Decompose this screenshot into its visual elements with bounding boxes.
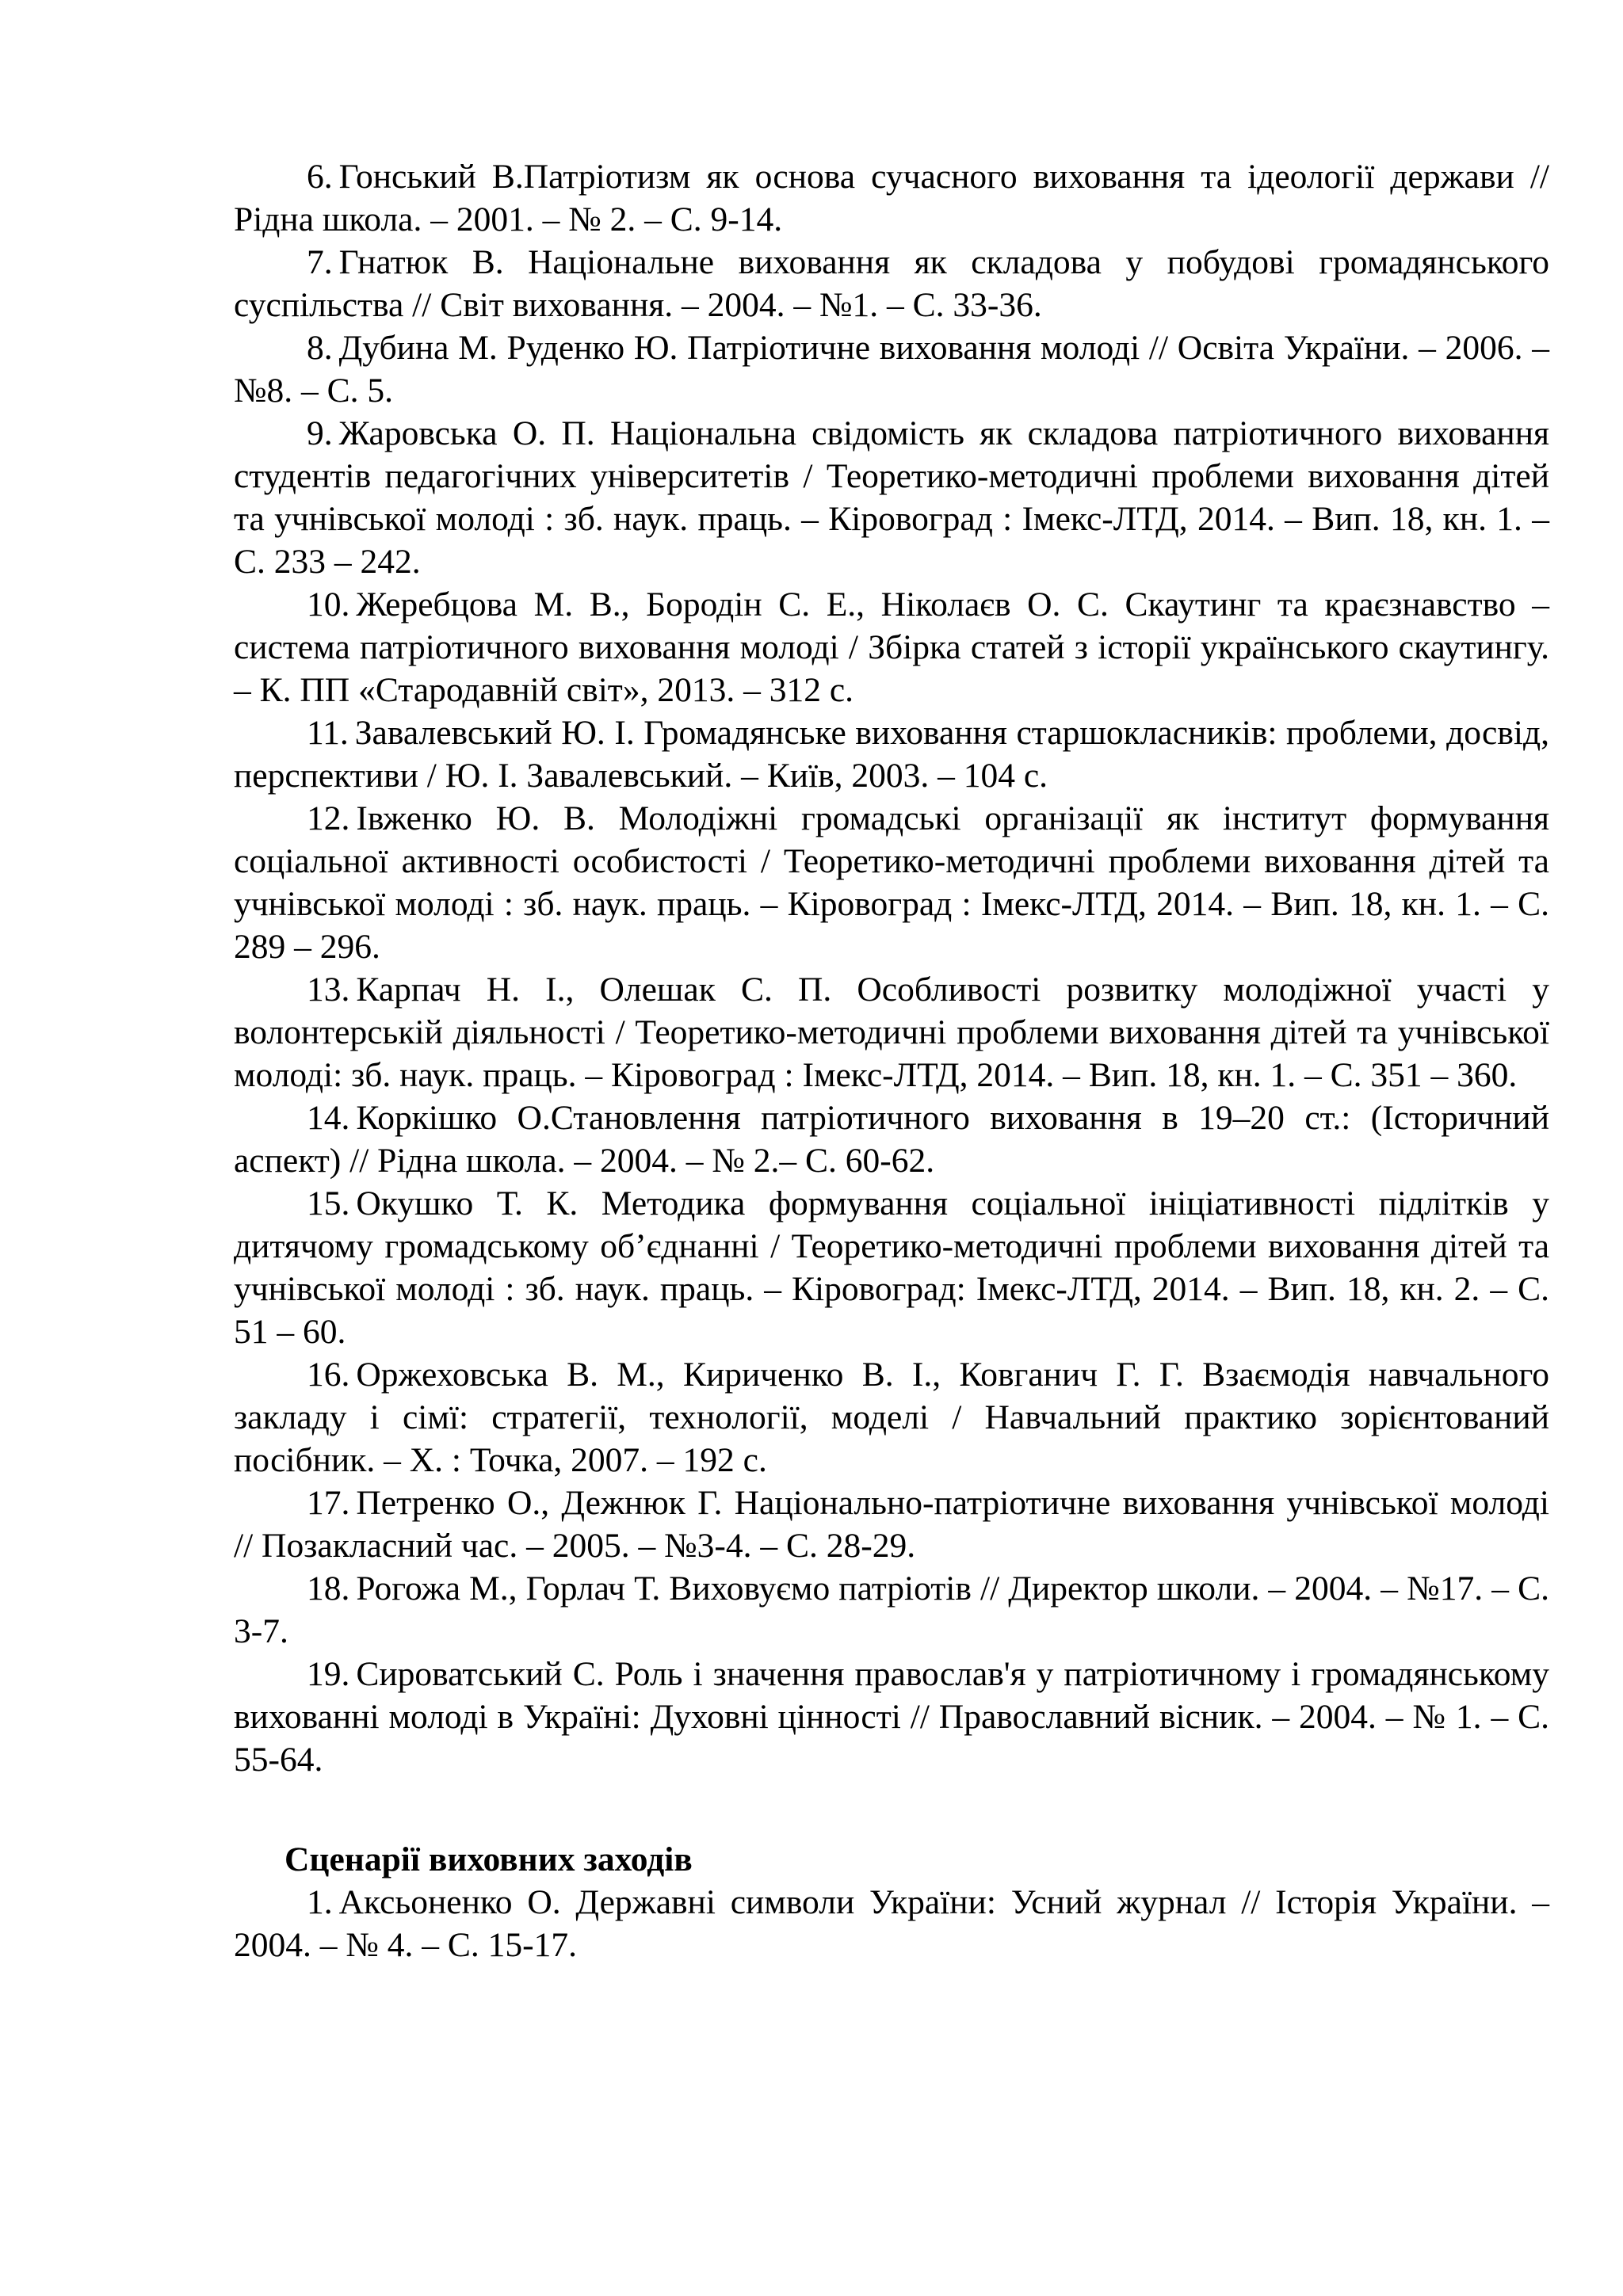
- reference-item: [234, 797, 1549, 968]
- reference-number: 17.: [307, 1484, 350, 1522]
- reference-number: 1.: [307, 1883, 333, 1921]
- reference-text: Коркішко О.Становлення патріотичного виховання в 19–20 ст.: (Історичний аспект) // Рідна школа. – 2004. – № 2.– С. 60-62.: [234, 1099, 1549, 1180]
- reference-item: [234, 155, 1549, 241]
- document-page: [234, 155, 1549, 1966]
- reference-number: 16.: [307, 1356, 350, 1394]
- reference-item: [234, 412, 1549, 583]
- reference-item: [234, 1881, 1549, 1966]
- reference-item: [234, 711, 1549, 797]
- reference-number: 15.: [307, 1184, 350, 1222]
- reference-item: [234, 968, 1549, 1097]
- reference-text: Дубина М. Руденко Ю. Патріотичне виховання молоді // Освіта України. – 2006. – №8. – С. 5.: [234, 329, 1549, 410]
- reference-item: [234, 583, 1549, 711]
- reference-item: [234, 241, 1549, 326]
- reference-number: 14.: [307, 1099, 350, 1137]
- reference-text: Гонський В.Патріотизм як основа сучасного виховання та ідеології держави // Рідна школа. – 2001. – № 2. – С. 9-14.: [234, 158, 1549, 238]
- section-heading: Сценарії виховних заходів: [285, 1840, 693, 1878]
- reference-text: Окушко Т. К. Методика формування соціальної ініціативності підлітків у дитячому громадському об’єднанні / Теоретико-методичні проблеми виховання дітей та учнівської молоді : зб. наук. праць. – Кіровоград: Імекс-ЛТД, 2014. – Вип. 18, кн. 2. – С. 51 – 60.: [234, 1184, 1549, 1351]
- reference-number: 18.: [307, 1569, 350, 1608]
- reference-text: Завалевський Ю. І. Громадянське виховання старшокласників: проблеми, досвід, перспективи / Ю. І. Завалевський. – Київ, 2003. – 104 с.: [234, 714, 1549, 795]
- reference-number: 11.: [307, 714, 349, 752]
- reference-item: [234, 326, 1549, 412]
- reference-text: Івженко Ю. В. Молодіжні громадські організації як інститут формування соціальної активності особистості / Теоретико-методичні проблеми виховання дітей та учнівської молоді : зб. наук. праць. – Кіровоград : Імекс-ЛТД, 2014. – Вип. 18, кн. 1. – С. 289 – 296.: [234, 799, 1549, 966]
- reference-list: [234, 155, 1549, 1781]
- reference-number: 9.: [307, 414, 333, 452]
- reference-item: [234, 1653, 1549, 1781]
- reference-item: [234, 1097, 1549, 1182]
- reference-number: 10.: [307, 585, 350, 624]
- reference-text: Жаровська О. П. Національна свідомість як складова патріотичного виховання студентів педагогічних університетів / Теоретико-методичні проблеми виховання дітей та учнівської молоді : зб. наук. праць. – Кіровоград : Імекс-ЛТД, 2014. – Вип. 18, кн. 1. – С. 233 – 242.: [234, 414, 1549, 581]
- reference-number: 13.: [307, 971, 350, 1009]
- reference-item: [234, 1353, 1549, 1482]
- reference-text: Аксьоненко О. Державні символи України: Усний журнал // Історія України. – 2004. – № 4. – С. 15-17.: [234, 1883, 1549, 1964]
- section-reference-list: [234, 1881, 1549, 1966]
- reference-text: Рогожа М., Горлач Т. Виховуємо патріотів // Директор школи. – 2004. – №17. – С. 3-7.: [234, 1569, 1549, 1650]
- reference-item: [234, 1182, 1549, 1353]
- reference-number: 6.: [307, 158, 333, 196]
- reference-number: 8.: [307, 329, 333, 367]
- reference-item: [234, 1482, 1549, 1567]
- reference-number: 7.: [307, 243, 333, 281]
- reference-text: Сироватський С. Роль і значення православ'я у патріотичному і громадянському вихованні молоді в Україні: Духовні цінності // Православний вісник. – 2004. – № 1. – С. 55-64.: [234, 1655, 1549, 1779]
- reference-number: 12.: [307, 799, 350, 837]
- reference-text: Оржеховська В. М., Кириченко В. І., Ковганич Г. Г. Взаємодія навчального закладу і сімї: стратегії, технології, моделі / Навчальний практико зорієнтований посібник. – Х. : Точка, 2007. – 192 с.: [234, 1356, 1549, 1479]
- reference-text: Карпач Н. І., Олешак С. П. Особливості розвитку молодіжної участі у волонтерській діяльності / Теоретико-методичні проблеми виховання дітей та учнівської молоді: зб. наук. праць. – Кіровоград : Імекс-ЛТД, 2014. – Вип. 18, кн. 1. – С. 351 – 360.: [234, 971, 1549, 1094]
- reference-text: Гнатюк В. Національне виховання як складова у побудові громадянського суспільства // Світ виховання. – 2004. – №1. – С. 33-36.: [234, 243, 1549, 324]
- reference-item: [234, 1567, 1549, 1653]
- reference-text: Жеребцова М. В., Бородін С. Е., Ніколаєв О. С. Скаутинг та краєзнавство – система патріотичного виховання молоді / Збірка статей з історії українського скаутингу. – К. ПП «Стародавній світ», 2013. – 312 с.: [234, 585, 1549, 709]
- reference-text: Петренко О., Дежнюк Г. Національно-патріотичне виховання учнівської молоді // Позакласний час. – 2005. – №3-4. – С. 28-29.: [234, 1484, 1549, 1565]
- reference-number: 19.: [307, 1655, 350, 1693]
